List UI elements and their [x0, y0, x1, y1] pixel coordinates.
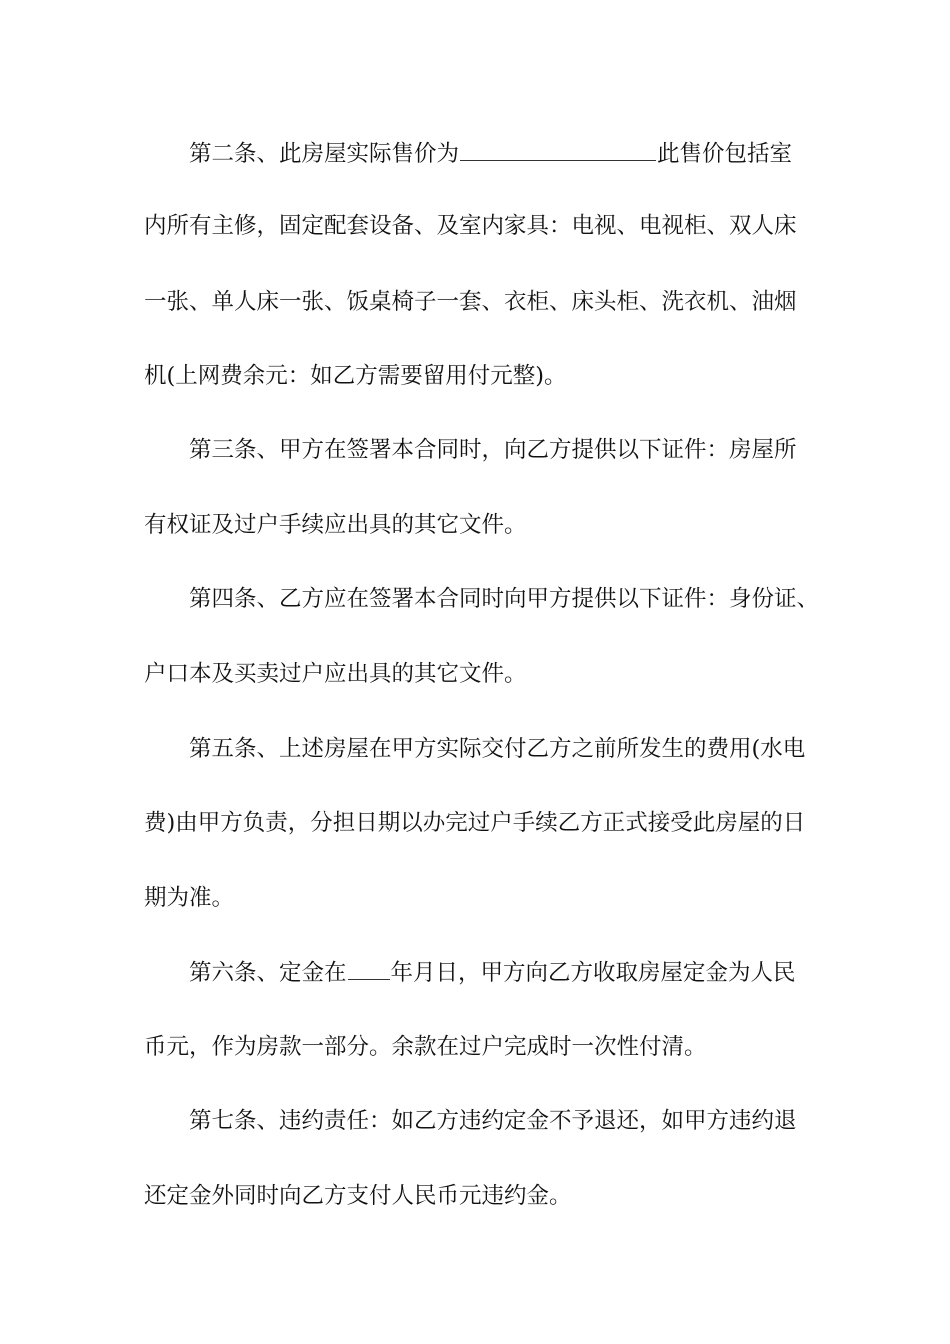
article-2-line-2: 内所有主修，固定配套设备、及室内家具：电视、电视柜、双人床 — [144, 213, 797, 239]
article-6-prefix: 第六条、定金在 — [189, 960, 347, 986]
article-6-line-2: 币元，作为房款一部分。余款在过户完成时一次性付清。 — [144, 1034, 707, 1060]
article-6-suffix: 年月日，甲方向乙方收取房屋定金为人民 — [390, 960, 796, 986]
article-6-line-1 — [189, 955, 869, 989]
article-4-line-2: 户口本及买卖过户应出具的其它文件。 — [144, 661, 527, 687]
article-5-line-2: 费)由甲方负责，分担日期以办完过户手续乙方正式接受此房屋的日 — [144, 810, 806, 836]
article-2-line-1 — [189, 136, 869, 170]
article-7-line-2: 还定金外同时向乙方支付人民币元违约金。 — [144, 1183, 572, 1209]
article-4-line-1: 第四条、乙方应在签署本合同时向甲方提供以下证件：身份证、 — [189, 586, 820, 612]
article-3-line-1: 第三条、甲方在签署本合同时，向乙方提供以下证件：房屋所 — [189, 437, 797, 463]
sale-price-blank — [460, 136, 656, 161]
article-2-line-4: 机(上网费余元：如乙方需要留用付元整)。 — [144, 363, 567, 389]
article-2-suffix: 此售价包括室 — [657, 141, 793, 167]
article-2-line-3: 一张、单人床一张、饭桌椅子一套、衣柜、床头柜、洗衣机、油烟 — [144, 289, 797, 315]
article-2-prefix: 第二条、此房屋实际售价为 — [189, 141, 460, 167]
article-7-line-1: 第七条、违约责任：如乙方违约定金不予退还，如甲方违约退 — [189, 1108, 797, 1134]
article-5-line-3: 期为准。 — [144, 885, 235, 911]
deposit-year-blank — [348, 955, 390, 980]
article-3-line-2: 有权证及过户手续应出具的其它文件。 — [144, 512, 527, 538]
article-5-line-1: 第五条、上述房屋在甲方实际交付乙方之前所发生的费用(水电 — [189, 736, 806, 762]
